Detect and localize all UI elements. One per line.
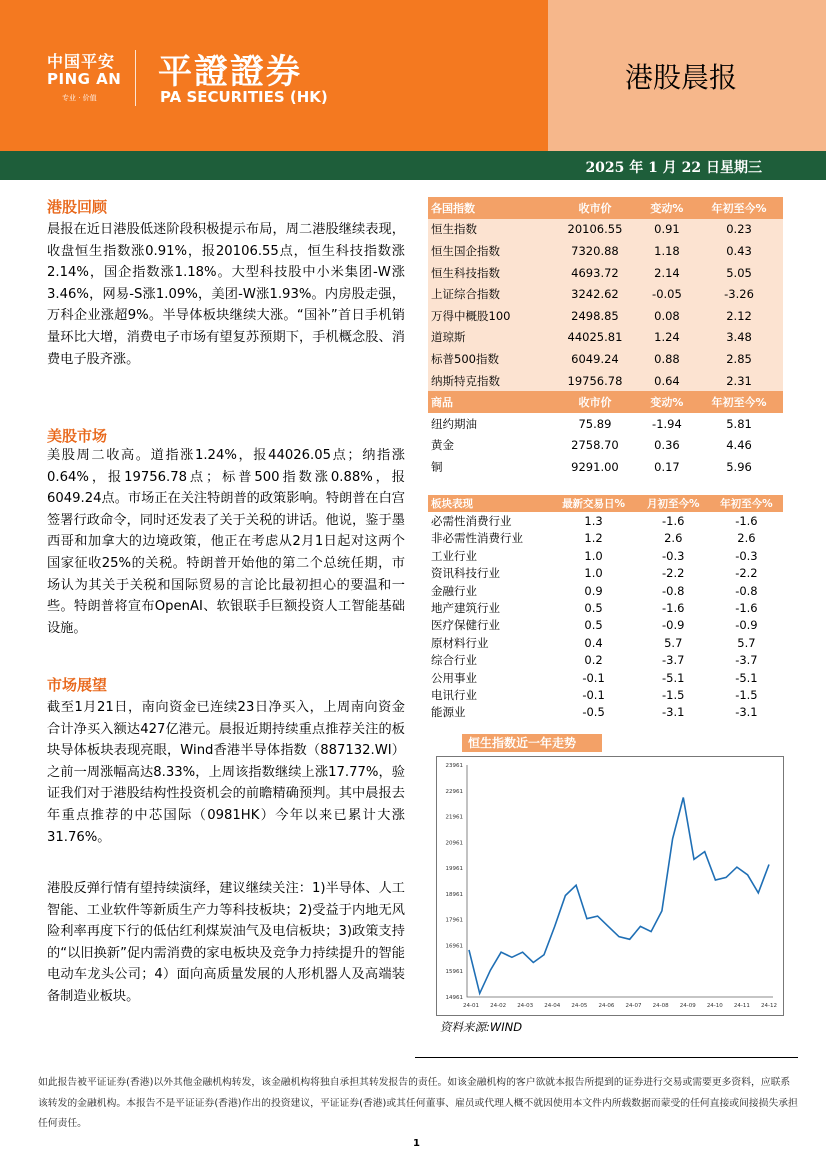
- table-cell: 收市价: [551, 391, 639, 413]
- table-cell: 收市价: [551, 197, 639, 219]
- footer-rule: [415, 1057, 798, 1058]
- pingan-logo-en: PING AN: [47, 70, 122, 88]
- section-heading-hk-review: 港股回顾: [47, 198, 108, 216]
- table-cell: 必需性消费行业: [431, 514, 512, 529]
- x-tick-label: 24-06: [598, 1003, 615, 1009]
- table-cell: 工业行业: [431, 548, 477, 563]
- table-cell: -0.5: [582, 705, 605, 720]
- brand-name-cn: 平證證券: [158, 52, 302, 92]
- table-cell: 5.96: [726, 459, 752, 474]
- table-cell: 2.6: [664, 531, 683, 546]
- table-cell: -0.3: [735, 548, 758, 563]
- table-cell: 0.08: [639, 305, 695, 327]
- hsi-series-line: [469, 798, 769, 994]
- table-cell: 0.5: [584, 601, 603, 616]
- sector-table: [428, 495, 783, 721]
- indices-table: [428, 197, 783, 478]
- table-header-row: [428, 197, 783, 219]
- table-cell: 2.6: [737, 531, 756, 546]
- table-cell: 0.2: [584, 653, 603, 668]
- table-cell: -0.05: [639, 283, 695, 305]
- table-cell: 0.64: [639, 370, 695, 392]
- table-cell: 20106.55: [551, 219, 639, 241]
- pingan-logo-cn: 中国平安: [47, 52, 116, 71]
- section-paragraph: 截至1月21日，南向资金已连续23日净买入，上周南向资金合计净买入额达427亿港元。晨报近期持续重点推荐关注的板块导体板块表现亮眼，Wind香港半导体指数（887132.WI）之前一周涨幅高达8.33%，上周该指数继续上涨17.77%，验证我们对于港股结构性投资机会的前瞻精确预判。其中晨报去年重点推荐的中芯国际（0981HK）今年以来已累计大涨31.76%。: [47, 700, 405, 845]
- section-heading-outlook: 市场展望: [47, 676, 108, 694]
- table-cell: 铜: [431, 459, 443, 474]
- table-cell: 4693.72: [551, 262, 639, 284]
- table-row: [428, 348, 783, 370]
- table-cell: 2.14: [639, 262, 695, 284]
- table-cell: 月初至今%: [637, 495, 710, 512]
- table-cell: 3242.62: [551, 283, 639, 305]
- table-cell: 0.88: [639, 348, 695, 370]
- x-tick-label: 24-10: [706, 1003, 723, 1009]
- table-cell: 2758.70: [571, 438, 619, 453]
- table-cell: 上证综合指数: [428, 283, 551, 305]
- chart-axes: [467, 765, 773, 997]
- table-cell: 2498.85: [551, 305, 639, 327]
- table-cell: 板块表现: [428, 495, 550, 512]
- table-cell: 1.18: [639, 240, 695, 262]
- table-cell: 1.2: [584, 531, 603, 546]
- disclaimer: 如此报告被平证证券(香港)以外其他金融机构转发，该金融机构将独自承担其转发报告的责任。如该金融机构的客户欲就本报告所提到的证券进行交易或需要更多资料，应联系该转发的金融机构。本报告不是平证证券(香港)作出的投资建议，平证证券(香港)或其任何董事、雇员或代理人概不就因使用本文件内所载数据而蒙受的任何直接或间接损失承担任何责任。: [38, 1077, 798, 1129]
- table-cell: 4.46: [726, 438, 752, 453]
- table-row: [428, 327, 783, 349]
- pingan-logo-tagline: 专业 · 价值: [62, 94, 97, 102]
- table-cell: 3.48: [695, 327, 783, 349]
- table-cell: 44025.81: [551, 327, 639, 349]
- table-cell: 19756.78: [551, 370, 639, 392]
- x-tick-label: 24-07: [625, 1003, 642, 1009]
- table-row: [428, 686, 783, 703]
- table-cell: 0.91: [639, 219, 695, 241]
- page-number: 1: [413, 1138, 420, 1149]
- table-row: [428, 669, 783, 686]
- table-cell: 最新交易日%: [550, 495, 636, 512]
- table-row: [428, 652, 783, 669]
- table-row: [428, 617, 783, 634]
- table-cell: -1.5: [735, 687, 758, 702]
- table-cell: 2.12: [695, 305, 783, 327]
- table-cell: -3.7: [662, 653, 685, 668]
- x-tick-label: 24-11: [733, 1003, 750, 1009]
- x-tick-label: 24-05: [571, 1003, 588, 1009]
- report-title: 港股晨报: [625, 61, 738, 94]
- table-row: [428, 219, 783, 241]
- table-cell: 2.85: [695, 348, 783, 370]
- table-cell: 年初至今%: [710, 495, 783, 512]
- table-cell: -1.6: [735, 601, 758, 616]
- table-cell: -5.1: [735, 670, 758, 685]
- table-cell: -0.9: [735, 618, 758, 633]
- y-tick-label: 22961: [445, 788, 463, 795]
- table-cell: 金融行业: [431, 583, 477, 598]
- y-tick-label: 23961: [445, 763, 463, 769]
- table-cell: 道琼斯: [428, 327, 551, 349]
- table-cell: 0.9: [584, 583, 603, 598]
- chart-title: 恒生指数近一年走势: [462, 734, 602, 752]
- table-cell: 1.0: [584, 566, 603, 581]
- table-cell: 黄金: [431, 438, 454, 453]
- y-tick-label: 21961: [445, 814, 463, 821]
- table-row: [428, 512, 783, 529]
- table-row: [428, 262, 783, 284]
- x-tick-label: 24-08: [652, 1003, 669, 1009]
- table-cell: 9291.00: [571, 459, 619, 474]
- table-cell: 年初至今%: [695, 197, 783, 219]
- table-cell: 纽约期油: [431, 416, 477, 431]
- table-cell: 7320.88: [551, 240, 639, 262]
- table-cell: -0.1: [582, 687, 605, 702]
- table-cell: 5.81: [726, 416, 752, 431]
- y-tick-label: 16961: [445, 943, 463, 950]
- table-cell: -1.6: [662, 601, 685, 616]
- table-cell: 1.24: [639, 327, 695, 349]
- y-tick-label: 19961: [445, 866, 463, 873]
- x-tick-label: 24-12: [761, 1003, 777, 1009]
- hsi-line-chart: [437, 757, 785, 1017]
- table-cell: -0.9: [662, 618, 685, 633]
- table-cell: 6049.24: [551, 348, 639, 370]
- chart-source: 资料来源:WIND: [440, 1020, 523, 1034]
- table-row: [428, 565, 783, 582]
- section-paragraph: 美股周二收高。道指涨1.24%，报44026.05点；纳指涨0.64%，报19756.78点；标普500指数涨0.88%，报6049.24点。市场正在关注特朗普的政策影响。特朗普在白宫签署行政命令，同时还发表了关于关税的讲话。他说，鉴于墨西哥和加拿大的边境政策，他正在考虑从2月1日起对这两个国家征收25%的关税。特朗普开始他的第二个总统任期，市场认为其关于关税和国际贸易的言论比最初担心的要温和一些。特朗普将宣布OpenAI、软银联手巨额投资人工智能基础设施。: [47, 448, 405, 636]
- table-cell: 0.23: [695, 219, 783, 241]
- table-cell: 0.5: [584, 618, 603, 633]
- table-cell: 电讯行业: [431, 687, 477, 702]
- table-cell: -0.3: [662, 548, 685, 563]
- table-row: [428, 370, 783, 392]
- y-tick-label: 14961: [445, 995, 463, 1001]
- y-tick-label: 18961: [445, 891, 463, 898]
- table-cell: 各国指数: [428, 197, 551, 219]
- table-header-row: [428, 391, 783, 413]
- table-cell: 标普500指数: [428, 348, 551, 370]
- x-tick-label: 24-09: [679, 1003, 696, 1009]
- table-cell: 非必需性消费行业: [431, 531, 523, 546]
- table-cell: -2.2: [662, 566, 685, 581]
- table-cell: 地产建筑行业: [431, 601, 500, 616]
- table-header-row: [428, 495, 783, 512]
- table-row: [428, 283, 783, 305]
- table-cell: 公用事业: [431, 670, 477, 685]
- table-cell: 能源业: [431, 705, 466, 720]
- section-paragraph: 港股反弹行情有望持续演绎，建议继续关注：1)半导体、人工智能、工业软件等新质生产力等科技板块；2)受益于内地无风险利率再度下行的低估红利煤炭油气及电信板块；3)政策支持的“以旧换新”促内需消费的家电板块及竞争力持续提升的智能电动车龙头公司；4）面向高质量发展的人形机器人及高端装备制造业板块。: [47, 881, 405, 1004]
- table-cell: 1.0: [584, 548, 603, 563]
- table-cell: 2.31: [695, 370, 783, 392]
- table-row: [428, 704, 783, 721]
- table-cell: 0.43: [695, 240, 783, 262]
- table-cell: -5.1: [662, 670, 685, 685]
- table-cell: 纳斯特克指数: [428, 370, 551, 392]
- report-date: 2025 年 1 月 22 日星期三: [585, 160, 762, 176]
- table-cell: -1.6: [735, 514, 758, 529]
- table-cell: 恒生国企指数: [428, 240, 551, 262]
- table-row: [428, 530, 783, 547]
- table-cell: 资讯科技行业: [431, 566, 500, 581]
- table-cell: -1.6: [662, 514, 685, 529]
- table-cell: 5.05: [695, 262, 783, 284]
- table-cell: 原材料行业: [431, 635, 489, 650]
- x-tick-label: 24-02: [490, 1003, 507, 1009]
- y-tick-label: 20961: [445, 840, 463, 847]
- table-row: [428, 634, 783, 651]
- table-cell: -3.1: [662, 705, 685, 720]
- table-cell: -2.2: [735, 566, 758, 581]
- table-row: [428, 435, 783, 457]
- table-cell: 变动%: [639, 197, 695, 219]
- table-cell: 0.36: [654, 438, 680, 453]
- x-tick-label: 24-04: [544, 1003, 561, 1009]
- table-cell: 5.7: [664, 635, 683, 650]
- table-cell: 1.3: [584, 514, 603, 529]
- table-row: [428, 413, 783, 435]
- table-row: [428, 582, 783, 599]
- table-cell: 商品: [428, 391, 551, 413]
- table-row: [428, 599, 783, 616]
- table-cell: 医疗保健行业: [431, 618, 500, 633]
- table-cell: 0.17: [654, 459, 680, 474]
- table-row: [428, 456, 783, 478]
- table-cell: 综合行业: [431, 653, 477, 668]
- table-cell: -1.5: [662, 687, 685, 702]
- x-tick-label: 24-03: [517, 1003, 534, 1009]
- section-paragraph: 晨报在近日港股低迷阶段积极提示布局，周二港股继续表现，收盘恒生指数涨0.91%，报20106.55点，恒生科技指数涨2.14%，国企指数涨1.18%。大型科技股中小米集团-W涨3.46%，网易-S涨1.09%，美团-W涨1.93%。内房股走强，万科企业涨超9%。半导体板块继续大涨。“国补”首日手机销量环比大增，消费电子市场有望复苏预期下，手机概念股、消费电子股齐涨。: [47, 222, 405, 367]
- table-row: [428, 240, 783, 262]
- table-cell: 0.4: [584, 635, 603, 650]
- logo-divider: [135, 50, 136, 106]
- table-cell: 75.89: [578, 416, 612, 431]
- table-cell: 年初至今%: [695, 391, 783, 413]
- table-cell: 恒生科技指数: [428, 262, 551, 284]
- table-row: [428, 547, 783, 564]
- table-cell: 万得中概股100: [428, 305, 551, 327]
- table-cell: -3.26: [695, 283, 783, 305]
- table-cell: -0.1: [582, 670, 605, 685]
- table-cell: 恒生指数: [428, 219, 551, 241]
- y-tick-label: 15961: [445, 969, 463, 976]
- table-cell: 变动%: [639, 391, 695, 413]
- table-cell: -0.8: [662, 583, 685, 598]
- brand-name-en: PA SECURITIES (HK): [160, 88, 328, 106]
- section-heading-us-market: 美股市场: [47, 427, 108, 445]
- table-cell: -3.7: [735, 653, 758, 668]
- table-cell: -0.8: [735, 583, 758, 598]
- table-cell: -1.94: [652, 416, 682, 431]
- y-tick-label: 17961: [445, 917, 463, 924]
- table-cell: -3.1: [735, 705, 758, 720]
- x-tick-label: 24-01: [463, 1003, 479, 1009]
- table-cell: 5.7: [737, 635, 756, 650]
- hsi-chart: [436, 756, 784, 1016]
- table-row: [428, 305, 783, 327]
